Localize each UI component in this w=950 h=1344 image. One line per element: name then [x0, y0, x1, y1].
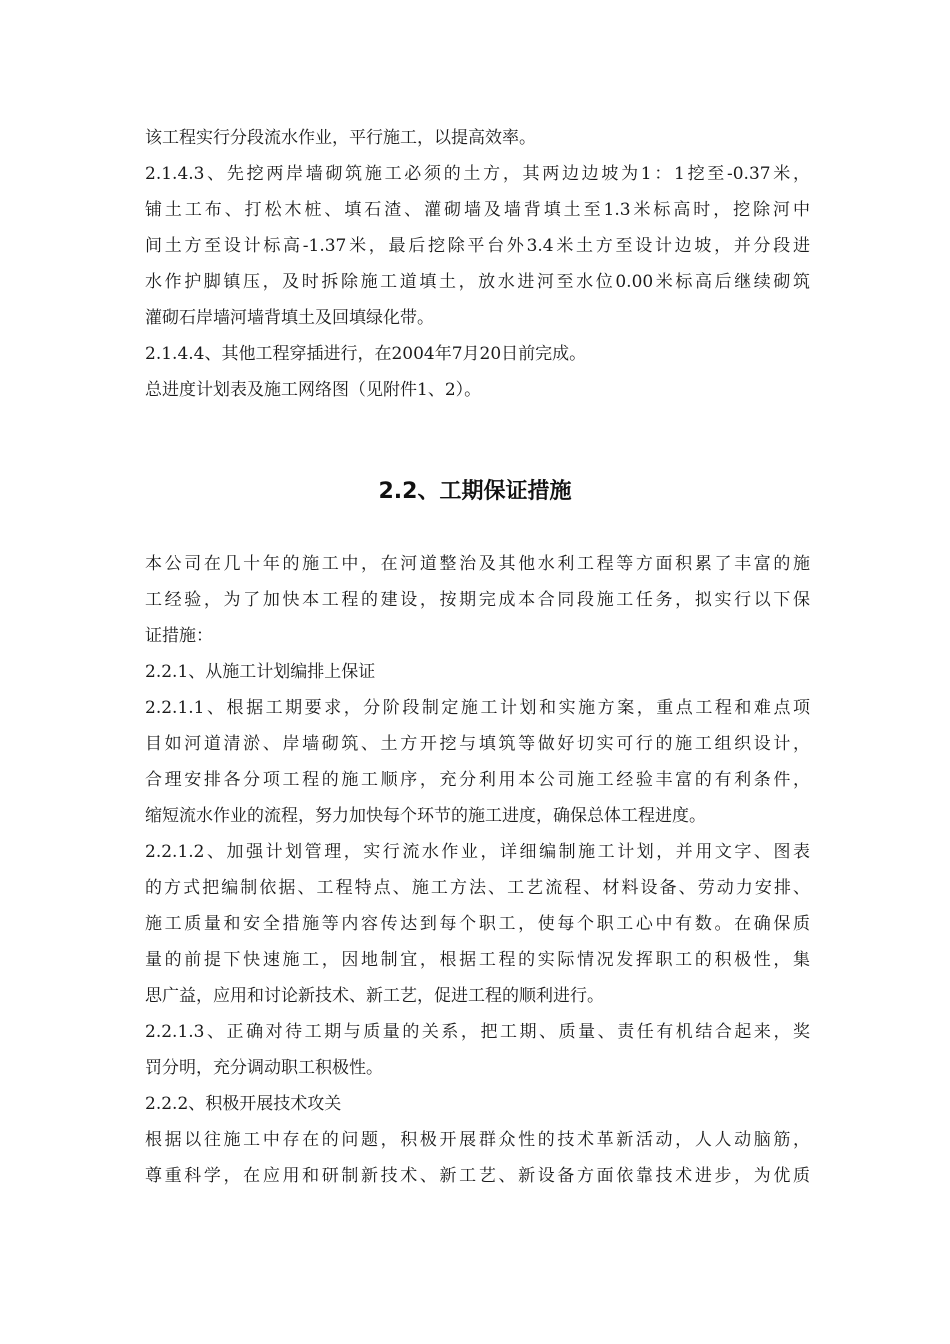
body-paragraphs [145, 546, 810, 1194]
text-line: 2.2.1.2、加强计划管理，实行流水作业，详细编制施工计划，并用文字、图表 [145, 842, 810, 862]
text-line: 2.2.1、从施工计划编排上保证 [145, 662, 376, 682]
text-line: 思广益，应用和讨论新技术、新工艺，促进工程的顺利进行。 [145, 986, 604, 1006]
text-line: 尊重科学，在应用和研制新技术、新工艺、新设备方面依靠技术进步，为优质 [145, 1166, 810, 1186]
text-line: 水作护脚镇压，及时拆除施工道填土，放水进河至水位0.00米标高后继续砌筑 [145, 272, 810, 292]
text-line: 量的前提下快速施工，因地制宜，根据工程的实际情况发挥职工的积极性，集 [145, 950, 810, 970]
text-line: 2.2.1.3、正确对待工期与质量的关系，把工期、质量、责任有机结合起来，奖 [145, 1022, 810, 1042]
text-line: 施工质量和安全措施等内容传达到每个职工，使每个职工心中有数。在确保质 [145, 914, 810, 934]
section-heading: 2.2、工期保证措施 [378, 479, 572, 504]
text-line: 该工程实行分段流水作业，平行施工，以提高效率。 [145, 128, 536, 148]
text-line: 本公司在几十年的施工中，在河道整治及其他水利工程等方面积累了丰富的施 [145, 554, 810, 574]
text-line: 2.1.4.4、其他工程穿插进行，在2004年7月20日前完成。 [145, 344, 587, 364]
text-line: 铺土工布、打松木桩、填石渣、灌砌墙及墙背填土至1.3米标高时，挖除河中 [145, 200, 810, 220]
text-line: 2.2.1.1、根据工期要求，分阶段制定施工计划和实施方案，重点工程和难点项 [145, 698, 810, 718]
text-line: 的方式把编制依据、工程特点、施工方法、工艺流程、材料设备、劳动力安排、 [145, 878, 810, 898]
text-line: 缩短流水作业的流程，努力加快每个环节的施工进度，确保总体工程进度。 [145, 806, 706, 826]
text-line: 目如河道清淤、岸墙砌筑、土方开挖与填筑等做好切实可行的施工组织设计， [145, 734, 810, 754]
text-line: 证措施： [145, 626, 213, 646]
text-line: 工经验，为了加快本工程的建设，按期完成本合同段施工任务，拟实行以下保 [145, 590, 810, 610]
top-paragraphs [145, 120, 810, 408]
text-line: 总进度计划表及施工网络图（见附件1、2）。 [145, 380, 482, 400]
text-line: 根据以往施工中存在的问题，积极开展群众性的技术革新活动，人人动脑筋， [145, 1130, 810, 1150]
text-line: 罚分明，充分调动职工积极性。 [145, 1058, 383, 1078]
text-line: 间土方至设计标高-1.37米，最后挖除平台外3.4米土方至设计边坡，并分段进 [145, 236, 810, 256]
text-line: 合理安排各分项工程的施工顺序，充分利用本公司施工经验丰富的有利条件， [145, 770, 810, 790]
text-line: 2.2.2、积极开展技术攻关 [145, 1094, 342, 1114]
text-line: 灌砌石岸墙河墙背填土及回填绿化带。 [145, 308, 434, 328]
text-line: 2.1.4.3、先挖两岸墙砌筑施工必须的土方，其两边边坡为1：1挖至-0.37米， [145, 164, 810, 184]
